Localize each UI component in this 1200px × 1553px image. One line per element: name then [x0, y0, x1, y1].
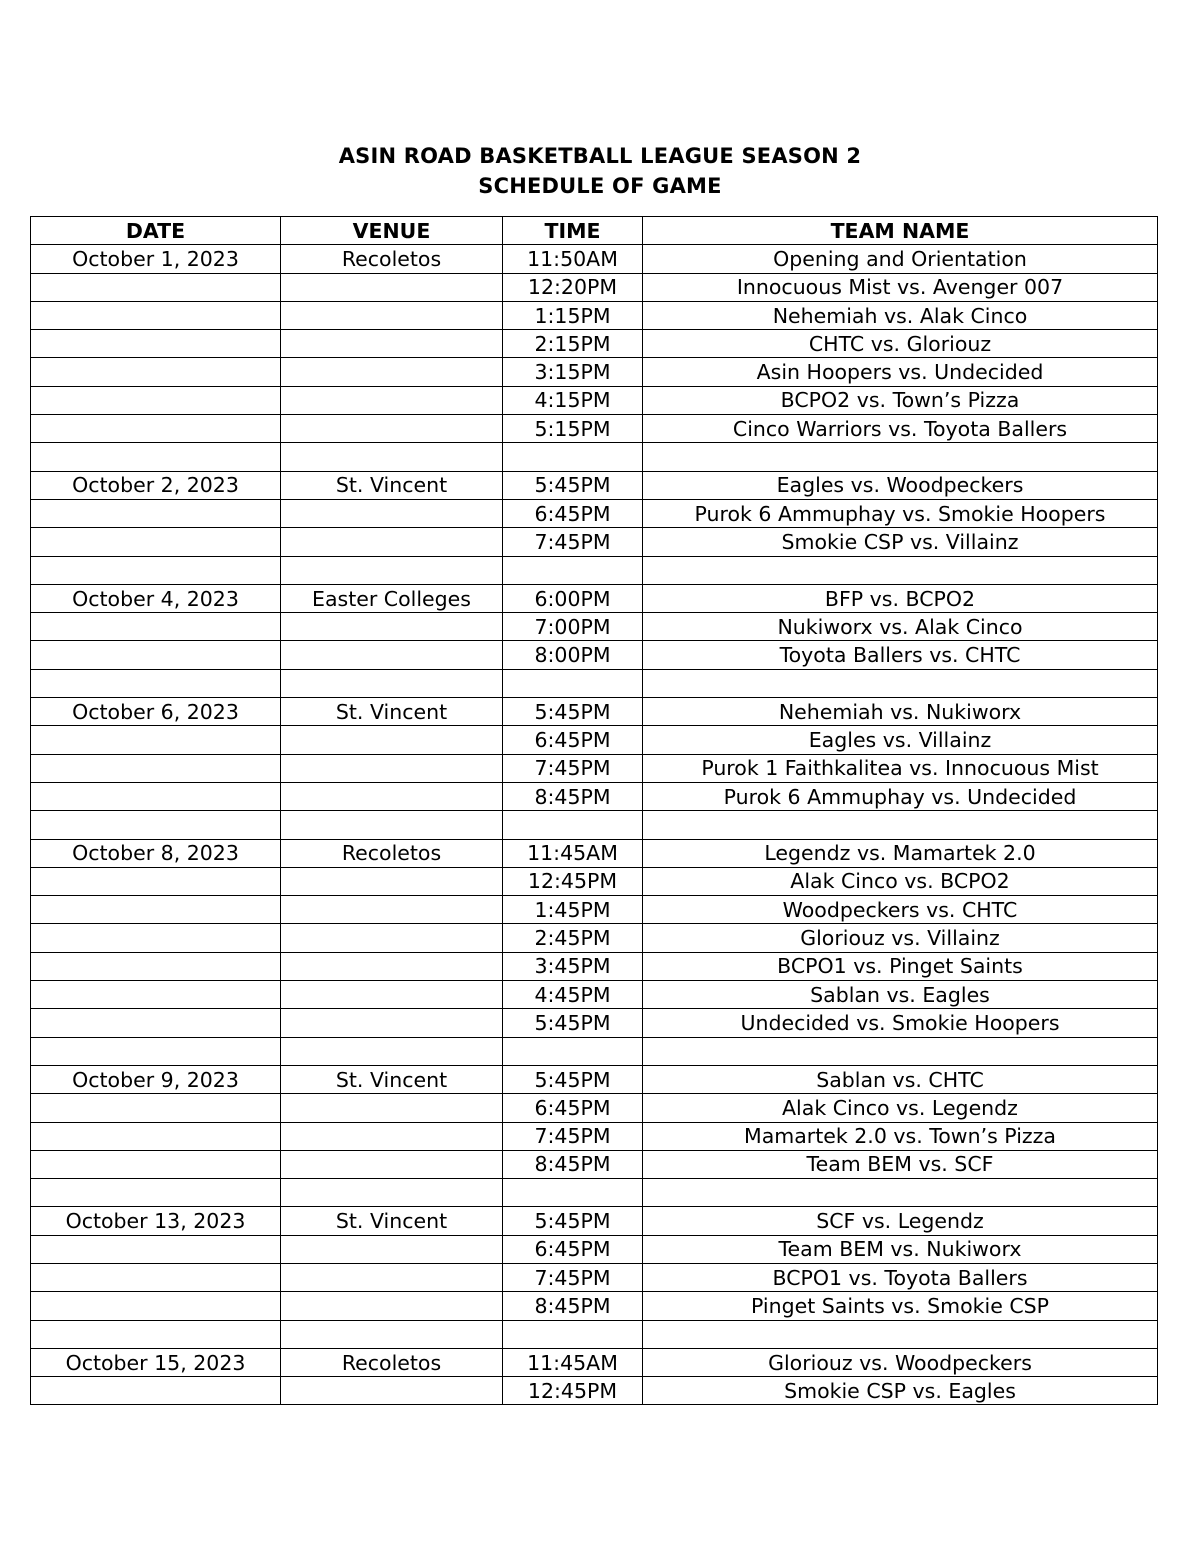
time-cell: 12:45PM — [503, 867, 643, 895]
venue-cell — [281, 499, 503, 527]
table-row — [31, 386, 1158, 414]
team-name-cell — [643, 1037, 1158, 1065]
venue-cell: St. Vincent — [281, 1065, 503, 1093]
venue-cell — [281, 358, 503, 386]
time-cell: 5:45PM — [503, 1065, 643, 1093]
team-name-cell: Toyota Ballers vs. CHTC — [643, 641, 1158, 669]
time-cell: 6:45PM — [503, 499, 643, 527]
time-cell: 8:45PM — [503, 782, 643, 810]
time-cell: 7:45PM — [503, 1263, 643, 1291]
date-cell: October 1, 2023 — [31, 245, 281, 273]
date-cell: October 6, 2023 — [31, 698, 281, 726]
venue-cell — [281, 415, 503, 443]
table-row — [31, 358, 1158, 386]
venue-cell — [281, 330, 503, 358]
table-row — [31, 1207, 1158, 1235]
team-name-cell: Purok 6 Ammuphay vs. Smokie Hoopers — [643, 499, 1158, 527]
date-cell — [31, 415, 281, 443]
team-name-cell: BFP vs. BCPO2 — [643, 584, 1158, 612]
date-cell — [31, 641, 281, 669]
date-cell — [31, 981, 281, 1009]
time-cell: 5:45PM — [503, 471, 643, 499]
table-row — [31, 1094, 1158, 1122]
time-cell: 11:45AM — [503, 839, 643, 867]
time-cell: 3:45PM — [503, 952, 643, 980]
team-name-cell: Alak Cinco vs. BCPO2 — [643, 867, 1158, 895]
venue-cell — [281, 1320, 503, 1348]
table-row — [31, 584, 1158, 612]
venue-cell: St. Vincent — [281, 471, 503, 499]
time-cell: 11:50AM — [503, 245, 643, 273]
venue-cell — [281, 867, 503, 895]
venue-cell — [281, 754, 503, 782]
time-cell: 4:15PM — [503, 386, 643, 414]
venue-cell — [281, 641, 503, 669]
time-cell: 7:45PM — [503, 1122, 643, 1150]
time-cell: 2:15PM — [503, 330, 643, 358]
date-cell — [31, 1122, 281, 1150]
date-cell — [31, 1377, 281, 1405]
venue-cell — [281, 952, 503, 980]
date-cell: October 8, 2023 — [31, 839, 281, 867]
venue-cell — [281, 726, 503, 754]
venue-cell — [281, 1122, 503, 1150]
venue-cell — [281, 896, 503, 924]
team-name-cell: Purok 1 Faithkalitea vs. Innocuous Mist — [643, 754, 1158, 782]
table-row — [31, 1037, 1158, 1065]
time-cell: 8:45PM — [503, 1150, 643, 1178]
team-name-cell: Woodpeckers vs. CHTC — [643, 896, 1158, 924]
table-row — [31, 443, 1158, 471]
time-cell — [503, 811, 643, 839]
venue-cell — [281, 981, 503, 1009]
schedule-table — [30, 216, 1158, 1405]
time-cell — [503, 669, 643, 697]
time-cell: 7:45PM — [503, 528, 643, 556]
time-cell: 12:20PM — [503, 273, 643, 301]
venue-cell — [281, 1377, 503, 1405]
time-cell: 7:00PM — [503, 613, 643, 641]
time-cell — [503, 443, 643, 471]
time-cell: 8:00PM — [503, 641, 643, 669]
date-cell — [31, 1292, 281, 1320]
date-cell — [31, 726, 281, 754]
table-row — [31, 952, 1158, 980]
team-name-cell: Alak Cinco vs. Legendz — [643, 1094, 1158, 1122]
time-cell: 5:45PM — [503, 698, 643, 726]
date-cell — [31, 556, 281, 584]
team-name-cell: CHTC vs. Gloriouz — [643, 330, 1158, 358]
table-row — [31, 528, 1158, 556]
time-cell: 2:45PM — [503, 924, 643, 952]
date-cell: October 13, 2023 — [31, 1207, 281, 1235]
venue-cell — [281, 811, 503, 839]
table-header — [31, 217, 1158, 245]
time-cell — [503, 556, 643, 584]
date-cell — [31, 1037, 281, 1065]
date-cell: October 4, 2023 — [31, 584, 281, 612]
column-header-time: TIME — [503, 217, 643, 245]
date-cell — [31, 1094, 281, 1122]
table-body — [31, 245, 1158, 1405]
table-row — [31, 782, 1158, 810]
date-cell — [31, 273, 281, 301]
venue-cell — [281, 528, 503, 556]
venue-cell — [281, 1292, 503, 1320]
column-header-venue: VENUE — [281, 217, 503, 245]
date-cell — [31, 924, 281, 952]
table-row — [31, 669, 1158, 697]
venue-cell: Easter Colleges — [281, 584, 503, 612]
date-cell: October 9, 2023 — [31, 1065, 281, 1093]
team-name-cell: BCPO1 vs. Toyota Ballers — [643, 1263, 1158, 1291]
venue-cell: St. Vincent — [281, 1207, 503, 1235]
team-name-cell: Sablan vs. Eagles — [643, 981, 1158, 1009]
venue-cell: St. Vincent — [281, 698, 503, 726]
venue-cell — [281, 1263, 503, 1291]
date-cell: October 15, 2023 — [31, 1348, 281, 1376]
table-row — [31, 415, 1158, 443]
time-cell: 5:45PM — [503, 1207, 643, 1235]
team-name-cell — [643, 1179, 1158, 1207]
venue-cell — [281, 1094, 503, 1122]
team-name-cell: BCPO2 vs. Town’s Pizza — [643, 386, 1158, 414]
table-row — [31, 1377, 1158, 1405]
team-name-cell — [643, 1320, 1158, 1348]
time-cell: 7:45PM — [503, 754, 643, 782]
team-name-cell: Smokie CSP vs. Eagles — [643, 1377, 1158, 1405]
date-cell — [31, 301, 281, 329]
date-cell — [31, 1320, 281, 1348]
date-cell — [31, 782, 281, 810]
table-row — [31, 301, 1158, 329]
venue-cell — [281, 386, 503, 414]
team-name-cell — [643, 811, 1158, 839]
date-cell — [31, 443, 281, 471]
table-row — [31, 1292, 1158, 1320]
table-row — [31, 556, 1158, 584]
venue-cell — [281, 924, 503, 952]
team-name-cell: Mamartek 2.0 vs. Town’s Pizza — [643, 1122, 1158, 1150]
team-name-cell: Nehemiah vs. Nukiworx — [643, 698, 1158, 726]
team-name-cell: Eagles vs. Woodpeckers — [643, 471, 1158, 499]
venue-cell — [281, 613, 503, 641]
venue-cell: Recoletos — [281, 1348, 503, 1376]
time-cell: 1:15PM — [503, 301, 643, 329]
time-cell: 6:45PM — [503, 1235, 643, 1263]
team-name-cell: Legendz vs. Mamartek 2.0 — [643, 839, 1158, 867]
table-row — [31, 330, 1158, 358]
time-cell: 6:00PM — [503, 584, 643, 612]
venue-cell — [281, 443, 503, 471]
venue-cell — [281, 1009, 503, 1037]
table-row — [31, 839, 1158, 867]
time-cell: 4:45PM — [503, 981, 643, 1009]
table-row — [31, 1263, 1158, 1291]
date-cell — [31, 1150, 281, 1178]
table-row — [31, 1320, 1158, 1348]
team-name-cell: SCF vs. Legendz — [643, 1207, 1158, 1235]
table-row — [31, 811, 1158, 839]
time-cell: 6:45PM — [503, 726, 643, 754]
team-name-cell: Purok 6 Ammuphay vs. Undecided — [643, 782, 1158, 810]
table-row — [31, 1009, 1158, 1037]
time-cell: 12:45PM — [503, 1377, 643, 1405]
table-row — [31, 867, 1158, 895]
team-name-cell — [643, 669, 1158, 697]
team-name-cell: Pinget Saints vs. Smokie CSP — [643, 1292, 1158, 1320]
table-row — [31, 245, 1158, 273]
date-cell — [31, 358, 281, 386]
time-cell: 8:45PM — [503, 1292, 643, 1320]
venue-cell — [281, 669, 503, 697]
team-name-cell: Team BEM vs. Nukiworx — [643, 1235, 1158, 1263]
venue-cell — [281, 1235, 503, 1263]
venue-cell — [281, 556, 503, 584]
table-row — [31, 924, 1158, 952]
time-cell — [503, 1320, 643, 1348]
time-cell: 1:45PM — [503, 896, 643, 924]
table-row — [31, 613, 1158, 641]
table-row — [31, 1235, 1158, 1263]
team-name-cell: Nehemiah vs. Alak Cinco — [643, 301, 1158, 329]
date-cell — [31, 330, 281, 358]
date-cell — [31, 754, 281, 782]
table-row — [31, 754, 1158, 782]
team-name-cell: Opening and Orientation — [643, 245, 1158, 273]
date-cell — [31, 669, 281, 697]
venue-cell — [281, 782, 503, 810]
venue-cell: Recoletos — [281, 245, 503, 273]
venue-cell — [281, 273, 503, 301]
table-row — [31, 698, 1158, 726]
venue-cell — [281, 1037, 503, 1065]
venue-cell — [281, 301, 503, 329]
venue-cell — [281, 1179, 503, 1207]
team-name-cell: Nukiworx vs. Alak Cinco — [643, 613, 1158, 641]
date-cell — [31, 811, 281, 839]
column-header-date: DATE — [31, 217, 281, 245]
date-cell — [31, 528, 281, 556]
time-cell: 11:45AM — [503, 1348, 643, 1376]
date-cell — [31, 1263, 281, 1291]
date-cell — [31, 1009, 281, 1037]
date-cell — [31, 952, 281, 980]
venue-cell — [281, 1150, 503, 1178]
venue-cell: Recoletos — [281, 839, 503, 867]
time-cell: 3:15PM — [503, 358, 643, 386]
date-cell — [31, 499, 281, 527]
time-cell: 6:45PM — [503, 1094, 643, 1122]
column-header-team-name: TEAM NAME — [643, 217, 1158, 245]
table-row — [31, 499, 1158, 527]
table-row — [31, 1065, 1158, 1093]
table-row — [31, 1150, 1158, 1178]
team-name-cell: Innocuous Mist vs. Avenger 007 — [643, 273, 1158, 301]
table-row — [31, 471, 1158, 499]
time-cell — [503, 1037, 643, 1065]
table-row — [31, 981, 1158, 1009]
table-row — [31, 1348, 1158, 1376]
team-name-cell — [643, 443, 1158, 471]
page-subtitle: SCHEDULE OF GAME — [478, 174, 722, 198]
team-name-cell: Undecided vs. Smokie Hoopers — [643, 1009, 1158, 1037]
team-name-cell: Eagles vs. Villainz — [643, 726, 1158, 754]
team-name-cell: BCPO1 vs. Pinget Saints — [643, 952, 1158, 980]
time-cell — [503, 1179, 643, 1207]
team-name-cell: Gloriouz vs. Villainz — [643, 924, 1158, 952]
team-name-cell — [643, 556, 1158, 584]
date-cell — [31, 1179, 281, 1207]
table-row — [31, 1122, 1158, 1150]
table-row — [31, 1179, 1158, 1207]
date-cell: October 2, 2023 — [31, 471, 281, 499]
date-cell — [31, 386, 281, 414]
date-cell — [31, 867, 281, 895]
date-cell — [31, 1235, 281, 1263]
team-name-cell: Team BEM vs. SCF — [643, 1150, 1158, 1178]
team-name-cell: Smokie CSP vs. Villainz — [643, 528, 1158, 556]
team-name-cell: Asin Hoopers vs. Undecided — [643, 358, 1158, 386]
date-cell — [31, 896, 281, 924]
time-cell: 5:45PM — [503, 1009, 643, 1037]
table-row — [31, 726, 1158, 754]
table-row — [31, 896, 1158, 924]
date-cell — [31, 613, 281, 641]
header-row — [31, 217, 1158, 245]
table-row — [31, 641, 1158, 669]
team-name-cell: Cinco Warriors vs. Toyota Ballers — [643, 415, 1158, 443]
time-cell: 5:15PM — [503, 415, 643, 443]
table-row — [31, 273, 1158, 301]
page-title: ASIN ROAD BASKETBALL LEAGUE SEASON 2 — [338, 144, 862, 168]
team-name-cell: Sablan vs. CHTC — [643, 1065, 1158, 1093]
team-name-cell: Gloriouz vs. Woodpeckers — [643, 1348, 1158, 1376]
